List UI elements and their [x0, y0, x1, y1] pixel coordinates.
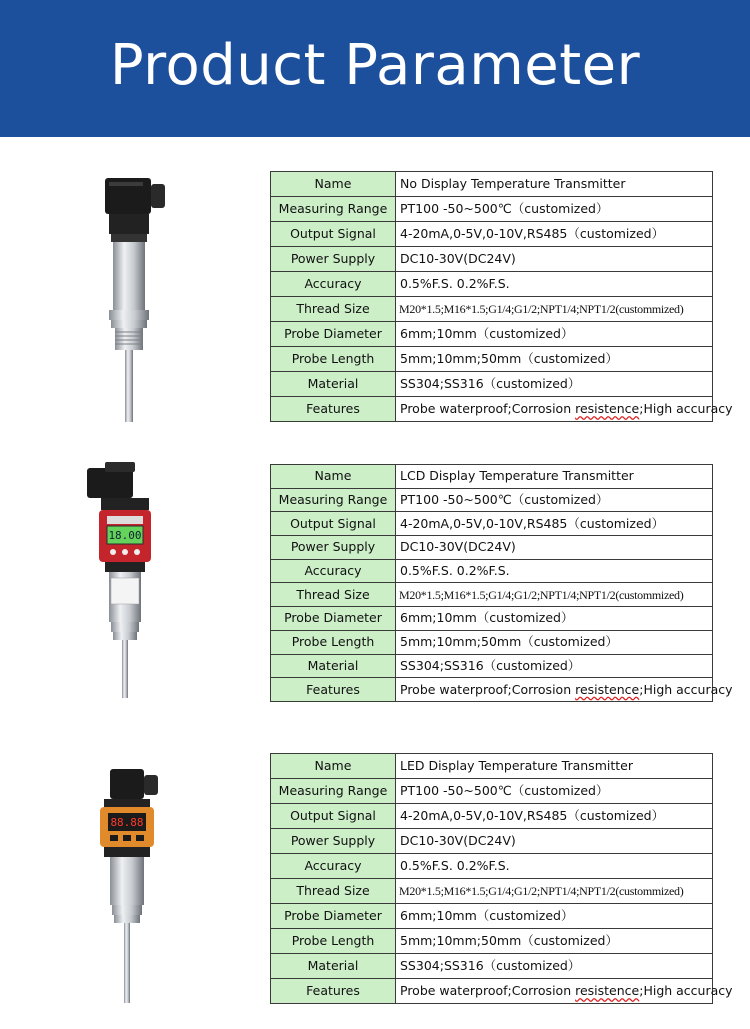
row-label: Name	[271, 172, 396, 197]
row-value: 6mm;10mm（customized）	[396, 607, 713, 631]
features-text-end: ;High accuracy	[639, 681, 733, 697]
lcd-reading: 18.00	[108, 529, 142, 542]
spelling-underlined-word: resistence	[575, 401, 640, 416]
row-label: Probe Diameter	[271, 322, 396, 347]
table-row	[271, 979, 713, 1004]
table-row	[271, 607, 713, 631]
row-label: Output Signal	[271, 512, 396, 536]
row-value: M20*1.5;M16*1.5;G1/4;G1/2;NPT1/4;NPT1/2(custommized)	[396, 879, 713, 904]
table-row	[271, 779, 713, 804]
row-label: Output Signal	[271, 222, 396, 247]
row-label: Measuring Range	[271, 779, 396, 804]
row-value: DC10-30V(DC24V)	[396, 247, 713, 272]
table-row	[271, 512, 713, 536]
table-row	[271, 559, 713, 583]
row-label: Material	[271, 954, 396, 979]
row-value: LCD Display Temperature Transmitter	[396, 465, 713, 489]
row-label: Measuring Range	[271, 488, 396, 512]
table-row	[271, 829, 713, 854]
title-banner	[0, 0, 750, 137]
table-row	[271, 678, 713, 702]
lcd-display-transmitter-image	[85, 460, 165, 700]
table-row	[271, 929, 713, 954]
row-value	[396, 979, 733, 1004]
row-value: SS304;SS316（customized）	[396, 372, 713, 397]
row-label: Thread Size	[271, 583, 396, 607]
table-row	[271, 322, 713, 347]
table-row	[271, 630, 713, 654]
features-text: Probe waterproof;Corrosion	[400, 681, 576, 697]
table-row	[271, 347, 713, 372]
table-row	[271, 583, 713, 607]
table-row	[271, 879, 713, 904]
row-value: 6mm;10mm（customized）	[396, 904, 713, 929]
row-value: 5mm;10mm;50mm（customized）	[396, 929, 713, 954]
row-label: Accuracy	[271, 272, 396, 297]
row-label: Probe Length	[271, 630, 396, 654]
row-value: M20*1.5;M16*1.5;G1/4;G1/2;NPT1/4;NPT1/2(custommized)	[396, 583, 713, 607]
row-label: Accuracy	[271, 854, 396, 879]
row-value: PT100 -50~500℃（customized）	[396, 197, 713, 222]
row-label: Power Supply	[271, 536, 396, 560]
table-row	[271, 654, 713, 678]
led-reading: 88.88	[110, 816, 144, 829]
row-value: 4-20mA,0-5V,0-10V,RS485（customized）	[396, 512, 713, 536]
row-value: PT100 -50~500℃（customized）	[396, 488, 713, 512]
row-label: Probe Diameter	[271, 607, 396, 631]
row-value: PT100 -50~500℃（customized）	[396, 779, 713, 804]
row-label: Power Supply	[271, 829, 396, 854]
row-label: Accuracy	[271, 559, 396, 583]
table-row	[271, 172, 713, 197]
table-row	[271, 372, 713, 397]
features-text-end: ;High accuracy	[639, 983, 733, 998]
row-value: 0.5%F.S. 0.2%F.S.	[396, 559, 713, 583]
spelling-underlined-word: resistence	[575, 681, 640, 697]
table-row	[271, 804, 713, 829]
row-label: Material	[271, 654, 396, 678]
table-row	[271, 536, 713, 560]
row-value: No Display Temperature Transmitter	[396, 172, 713, 197]
no-display-transmitter-image	[95, 170, 175, 425]
table-row	[271, 197, 713, 222]
row-value: 5mm;10mm;50mm（customized）	[396, 630, 713, 654]
row-value: DC10-30V(DC24V)	[396, 536, 713, 560]
table-row	[271, 222, 713, 247]
table-row	[271, 397, 713, 422]
table-row	[271, 954, 713, 979]
row-value: 0.5%F.S. 0.2%F.S.	[396, 272, 713, 297]
row-label: Measuring Range	[271, 197, 396, 222]
table-row	[271, 904, 713, 929]
table-row	[271, 754, 713, 779]
table-row	[271, 247, 713, 272]
spelling-underlined-word: resistence	[575, 983, 640, 998]
row-label: Name	[271, 754, 396, 779]
row-value: 0.5%F.S. 0.2%F.S.	[396, 854, 713, 879]
spec-table	[270, 753, 733, 1004]
spec-table	[270, 171, 733, 422]
row-label: Features	[271, 979, 396, 1004]
row-value: DC10-30V(DC24V)	[396, 829, 713, 854]
table-row	[271, 297, 713, 322]
table-row	[271, 488, 713, 512]
row-value: SS304;SS316（customized）	[396, 654, 713, 678]
features-text: Probe waterproof;Corrosion	[400, 401, 576, 416]
table-row	[271, 272, 713, 297]
spec-table	[270, 464, 733, 702]
row-value: 5mm;10mm;50mm（customized）	[396, 347, 713, 372]
features-text: Probe waterproof;Corrosion	[400, 983, 576, 998]
row-label: Thread Size	[271, 879, 396, 904]
led-display-transmitter-image	[90, 765, 170, 1005]
row-value: LED Display Temperature Transmitter	[396, 754, 713, 779]
row-value: M20*1.5;M16*1.5;G1/4;G1/2;NPT1/4;NPT1/2(custommized)	[396, 297, 713, 322]
row-label: Name	[271, 465, 396, 489]
row-value: SS304;SS316（customized）	[396, 954, 713, 979]
page-title: Product Parameter	[109, 33, 641, 98]
row-label: Output Signal	[271, 804, 396, 829]
row-value: 4-20mA,0-5V,0-10V,RS485（customized）	[396, 222, 713, 247]
row-label: Features	[271, 397, 396, 422]
row-label: Thread Size	[271, 297, 396, 322]
row-label: Probe Length	[271, 929, 396, 954]
row-value	[396, 397, 733, 422]
row-label: Power Supply	[271, 247, 396, 272]
row-label: Material	[271, 372, 396, 397]
row-label: Probe Length	[271, 347, 396, 372]
row-value	[396, 678, 733, 702]
row-value: 4-20mA,0-5V,0-10V,RS485（customized）	[396, 804, 713, 829]
row-value: 6mm;10mm（customized）	[396, 322, 713, 347]
features-text-end: ;High accuracy	[639, 401, 733, 416]
table-row	[271, 465, 713, 489]
row-label: Features	[271, 678, 396, 702]
row-label: Probe Diameter	[271, 904, 396, 929]
table-row	[271, 854, 713, 879]
